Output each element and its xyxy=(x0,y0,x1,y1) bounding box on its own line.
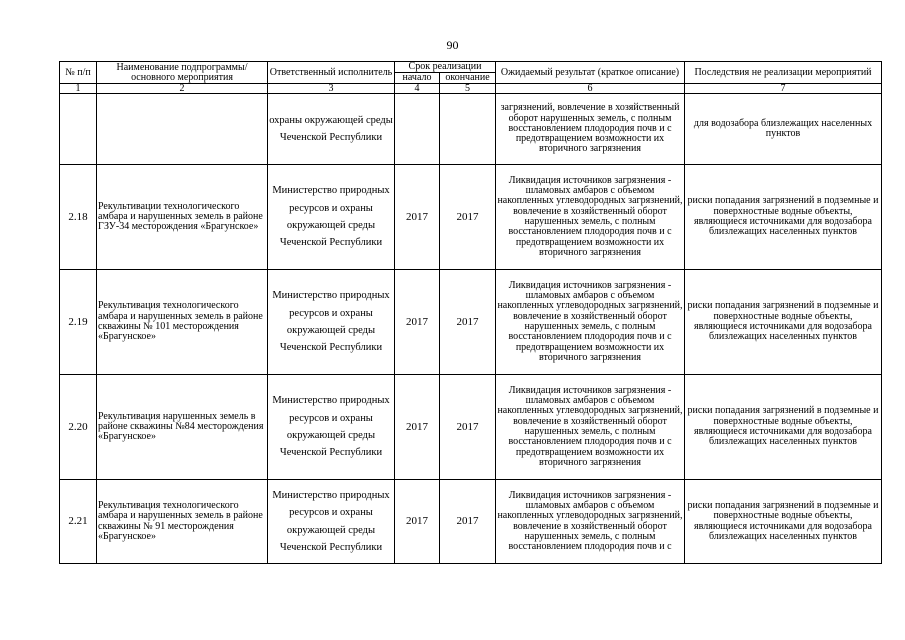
header-period: Срок реализации xyxy=(395,62,496,73)
header-result: Ожидаемый результат (краткое описание) xyxy=(496,62,685,84)
cell-end: 2017 xyxy=(440,165,496,270)
cell-name: Рекультивация нарушенных земель в районе скважины №84 месторождения «Брагунское» xyxy=(97,375,268,480)
cell-start xyxy=(395,94,440,165)
measures-table xyxy=(59,61,882,564)
page-number: 90 xyxy=(446,38,459,52)
header-responsible: Ответственный исполнитель xyxy=(268,62,395,84)
cell-end: 2017 xyxy=(440,480,496,564)
column-number: 6 xyxy=(496,84,685,94)
cell-start: 2017 xyxy=(395,480,440,564)
cell-name xyxy=(97,94,268,165)
cell-result: Ликвидация источников загрязнения - шламовых амбаров с объемом накопленных углеводородных загрязнений, вовлечение в хозяйственный оборот нарушенных земель, с полным восстановлением плодородия почв и с xyxy=(496,480,685,564)
column-number: 7 xyxy=(685,84,882,94)
cell-consequences: риски попадания загрязнений в подземные и поверхностные водные объекты, являющиеся источниками для водозабора близлежащих населенных пунктов xyxy=(685,480,882,564)
cell-num xyxy=(60,94,97,165)
header-name: Наименование подпрограммы/ основного мероприятия xyxy=(97,62,268,84)
table-row-continuation xyxy=(60,94,882,165)
cell-name: Рекультивация технологического амбара и нарушенных земель в районе скважины № 101 месторождения «Брагунское» xyxy=(97,270,268,375)
cell-consequences: риски попадания загрязнений в подземные и поверхностные водные объекты, являющиеся источниками для водозабора близлежащих населенных пунктов xyxy=(685,270,882,375)
column-number: 3 xyxy=(268,84,395,94)
cell-end: 2017 xyxy=(440,270,496,375)
cell-end xyxy=(440,94,496,165)
cell-end: 2017 xyxy=(440,375,496,480)
cell-name: Рекультивация технологического амбара и нарушенных земель в районе скважины № 91 месторождения «Брагунское» xyxy=(97,480,268,564)
table-row xyxy=(60,165,882,270)
cell-name: Рекультивации технологического амбара и нарушенных земель в районе ГЗУ-34 месторождения «Брагунское» xyxy=(97,165,268,270)
cell-num: 2.20 xyxy=(60,375,97,480)
cell-responsible: Министерство природных ресурсов и охраны окружающей среды Чеченской Республики xyxy=(268,480,395,564)
column-number: 2 xyxy=(97,84,268,94)
table-row xyxy=(60,480,882,564)
header-consequences: Последствия не реализации мероприятий xyxy=(685,62,882,84)
table-row xyxy=(60,375,882,480)
cell-result: Ликвидация источников загрязнения - шламовых амбаров с объемом накопленных углеводородных загрязнений, вовлечение в хозяйственный оборот нарушенных земель, с полным восстановлением плодородия почв и с предотвращением возможности их вторичного загрязнения xyxy=(496,165,685,270)
cell-responsible: Министерство природных ресурсов и охраны окружающей среды Чеченской Республики xyxy=(268,270,395,375)
cell-result: Ликвидация источников загрязнения - шламовых амбаров с объемом накопленных углеводородных загрязнений, вовлечение в хозяйственный оборот нарушенных земель, с полным восстановлением плодородия почв и с предотвращением возможности их вторичного загрязнения xyxy=(496,375,685,480)
cell-consequences: риски попадания загрязнений в подземные и поверхностные водные объекты, являющиеся источниками для водозабора близлежащих населенных пунктов xyxy=(685,165,882,270)
column-number: 4 xyxy=(395,84,440,94)
cell-start: 2017 xyxy=(395,270,440,375)
column-number: 5 xyxy=(440,84,496,94)
cell-start: 2017 xyxy=(395,165,440,270)
table-row xyxy=(60,270,882,375)
cell-num: 2.19 xyxy=(60,270,97,375)
cell-result: Ликвидация источников загрязнения - шламовых амбаров с объемом накопленных углеводородных загрязнений, вовлечение в хозяйственный оборот нарушенных земель, с полным восстановлением плодородия почв и с предотвращением возможности их вторичного загрязнения xyxy=(496,270,685,375)
header-row xyxy=(60,62,882,73)
header-num: № п/п xyxy=(60,62,97,84)
cell-num: 2.21 xyxy=(60,480,97,564)
cell-responsible: Министерство природных ресурсов и охраны окружающей среды Чеченской Республики xyxy=(268,375,395,480)
cell-result: загрязнений, вовлечение в хозяйственный оборот нарушенных земель, с полным восстановлением плодородия почв и с предотвращением возможности их вторичного загрязнения xyxy=(496,94,685,165)
column-number: 1 xyxy=(60,84,97,94)
cell-num: 2.18 xyxy=(60,165,97,270)
cell-responsible: Министерство природных ресурсов и охраны окружающей среды Чеченской Республики xyxy=(268,165,395,270)
header-end: окончание xyxy=(440,73,496,84)
cell-responsible: охраны окружающей среды Чеченской Республики xyxy=(268,94,395,165)
cell-consequences: риски попадания загрязнений в подземные и поверхностные водные объекты, являющиеся источниками для водозабора близлежащих населенных пунктов xyxy=(685,375,882,480)
header-start: начало xyxy=(395,73,440,84)
cell-start: 2017 xyxy=(395,375,440,480)
column-number-row xyxy=(60,84,882,94)
cell-consequences: для водозабора близлежащих населенных пунктов xyxy=(685,94,882,165)
